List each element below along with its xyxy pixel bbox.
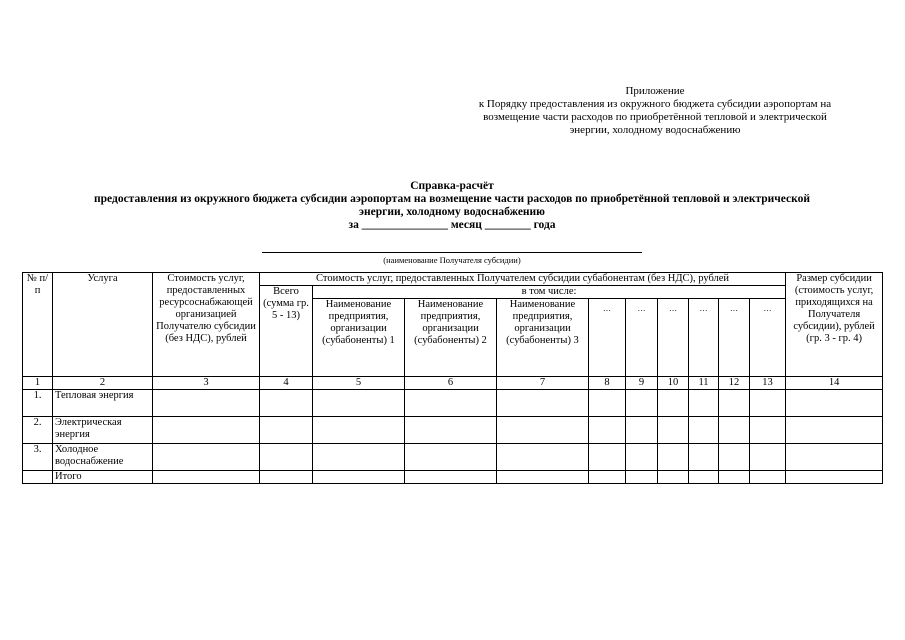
cell-empty	[589, 390, 626, 417]
cell-empty	[497, 417, 589, 444]
title-main: Справка-расчёт	[410, 180, 494, 192]
cell-empty	[497, 471, 589, 484]
cell-empty	[626, 390, 658, 417]
appendix-text-line: энергии, холодному водоснабжению	[569, 124, 741, 136]
table-row	[23, 390, 883, 417]
cell-empty	[260, 471, 313, 484]
title-subtitle: предоставления из окружного бюджета субсидии аэропортам на возмещение части расходов по приобретённой тепловой и электрической	[94, 193, 810, 205]
cell-empty	[313, 417, 405, 444]
header-more: …	[658, 299, 689, 377]
recipient-caption: (наименование Получателя субсидии)	[383, 255, 521, 265]
header-more: …	[719, 299, 750, 377]
cell-empty	[786, 390, 883, 417]
column-number: 5	[313, 377, 405, 390]
calculation-table	[22, 272, 883, 484]
cell-empty	[719, 417, 750, 444]
column-number: 14	[786, 377, 883, 390]
cell-empty	[153, 444, 260, 471]
header-cost-supplier: Стоимость услуг, предоставленных ресурсоснабжающей организацией Получателю субсидии (без НДС), рублей	[153, 273, 260, 377]
cell-empty	[689, 471, 719, 484]
column-number: 8	[589, 377, 626, 390]
header-more: …	[589, 299, 626, 377]
cell-empty	[589, 444, 626, 471]
cell-empty	[626, 471, 658, 484]
column-number-row	[23, 377, 883, 390]
cell-empty	[658, 444, 689, 471]
header-org-3: Наименование предприятия, организации (субабоненты) 3	[497, 299, 589, 377]
cell-empty	[497, 390, 589, 417]
cell-empty	[658, 417, 689, 444]
cell-empty	[589, 417, 626, 444]
cell-empty	[719, 444, 750, 471]
cell-empty	[786, 471, 883, 484]
header-org-1: Наименование предприятия, организации (субабоненты) 1	[313, 299, 405, 377]
cell-empty	[589, 471, 626, 484]
cell-empty	[260, 390, 313, 417]
cell-empty	[658, 390, 689, 417]
cell-empty	[405, 417, 497, 444]
cell-empty	[689, 444, 719, 471]
cell-empty	[750, 390, 786, 417]
header-including: в том числе:	[313, 286, 786, 299]
row-num: 3.	[23, 444, 53, 471]
cell-empty	[153, 390, 260, 417]
column-number: 1	[23, 377, 53, 390]
cell-empty	[405, 444, 497, 471]
column-number: 4	[260, 377, 313, 390]
cell-empty	[153, 417, 260, 444]
cell-empty	[153, 471, 260, 484]
header-more: …	[689, 299, 719, 377]
cell-empty	[405, 471, 497, 484]
header-more: …	[750, 299, 786, 377]
column-number: 7	[497, 377, 589, 390]
column-number: 2	[53, 377, 153, 390]
header-more: …	[626, 299, 658, 377]
appendix-label: Приложение	[625, 85, 685, 97]
cell-empty	[689, 417, 719, 444]
column-number: 10	[658, 377, 689, 390]
row-service: Тепловая энергия	[53, 390, 153, 417]
appendix-text-line: возмещение части расходов по приобретённой тепловой и электрической	[483, 111, 827, 123]
cell-empty	[260, 444, 313, 471]
header-total: Всего (сумма гр. 5 - 13)	[260, 286, 313, 377]
row-service: Холодное водоснабжение	[53, 444, 153, 471]
cell-empty	[719, 390, 750, 417]
cell-empty	[689, 390, 719, 417]
column-number: 12	[719, 377, 750, 390]
total-row	[23, 471, 883, 484]
header-org-2: Наименование предприятия, организации (субабоненты) 2	[405, 299, 497, 377]
cell-empty	[786, 444, 883, 471]
cell-empty	[313, 444, 405, 471]
table-row	[23, 444, 883, 471]
cell-empty	[719, 471, 750, 484]
appendix-header	[420, 85, 890, 137]
cell-empty	[497, 444, 589, 471]
cell-empty	[750, 444, 786, 471]
header-num: № п/п	[23, 273, 53, 377]
header-subsidy: Размер субсидии (стоимость услуг, приходящихся на Получателя субсидии), рублей (гр. 3 - гр. 4)	[786, 273, 883, 377]
row-num: 2.	[23, 417, 53, 444]
cell-empty	[750, 471, 786, 484]
row-service: Электрическая энергия	[53, 417, 153, 444]
header-service: Услуга	[53, 273, 153, 377]
title-subtitle-cont: энергии, холодному водоснабжению	[359, 206, 545, 218]
header-row	[23, 273, 883, 286]
recipient-underline	[262, 252, 642, 253]
cell-empty	[626, 417, 658, 444]
document-title	[22, 180, 882, 232]
column-number: 9	[626, 377, 658, 390]
column-number: 11	[689, 377, 719, 390]
cell-empty	[260, 417, 313, 444]
cell-empty	[23, 471, 53, 484]
column-number: 13	[750, 377, 786, 390]
header-cost-subscribers: Стоимость услуг, предоставленных Получателем субсидии субабонентам (без НДС), рублей	[260, 273, 786, 286]
cell-empty	[658, 471, 689, 484]
row-num: 1.	[23, 390, 53, 417]
cell-empty	[786, 417, 883, 444]
table-row	[23, 417, 883, 444]
period-line: за _______________ месяц ________ года	[348, 219, 556, 231]
total-label: Итого	[53, 471, 153, 484]
appendix-text-line: к Порядку предоставления из окружного бюджета субсидии аэропортам на	[478, 98, 832, 110]
cell-empty	[405, 390, 497, 417]
cell-empty	[626, 444, 658, 471]
cell-empty	[313, 471, 405, 484]
cell-empty	[313, 390, 405, 417]
cell-empty	[750, 417, 786, 444]
column-number: 3	[153, 377, 260, 390]
column-number: 6	[405, 377, 497, 390]
